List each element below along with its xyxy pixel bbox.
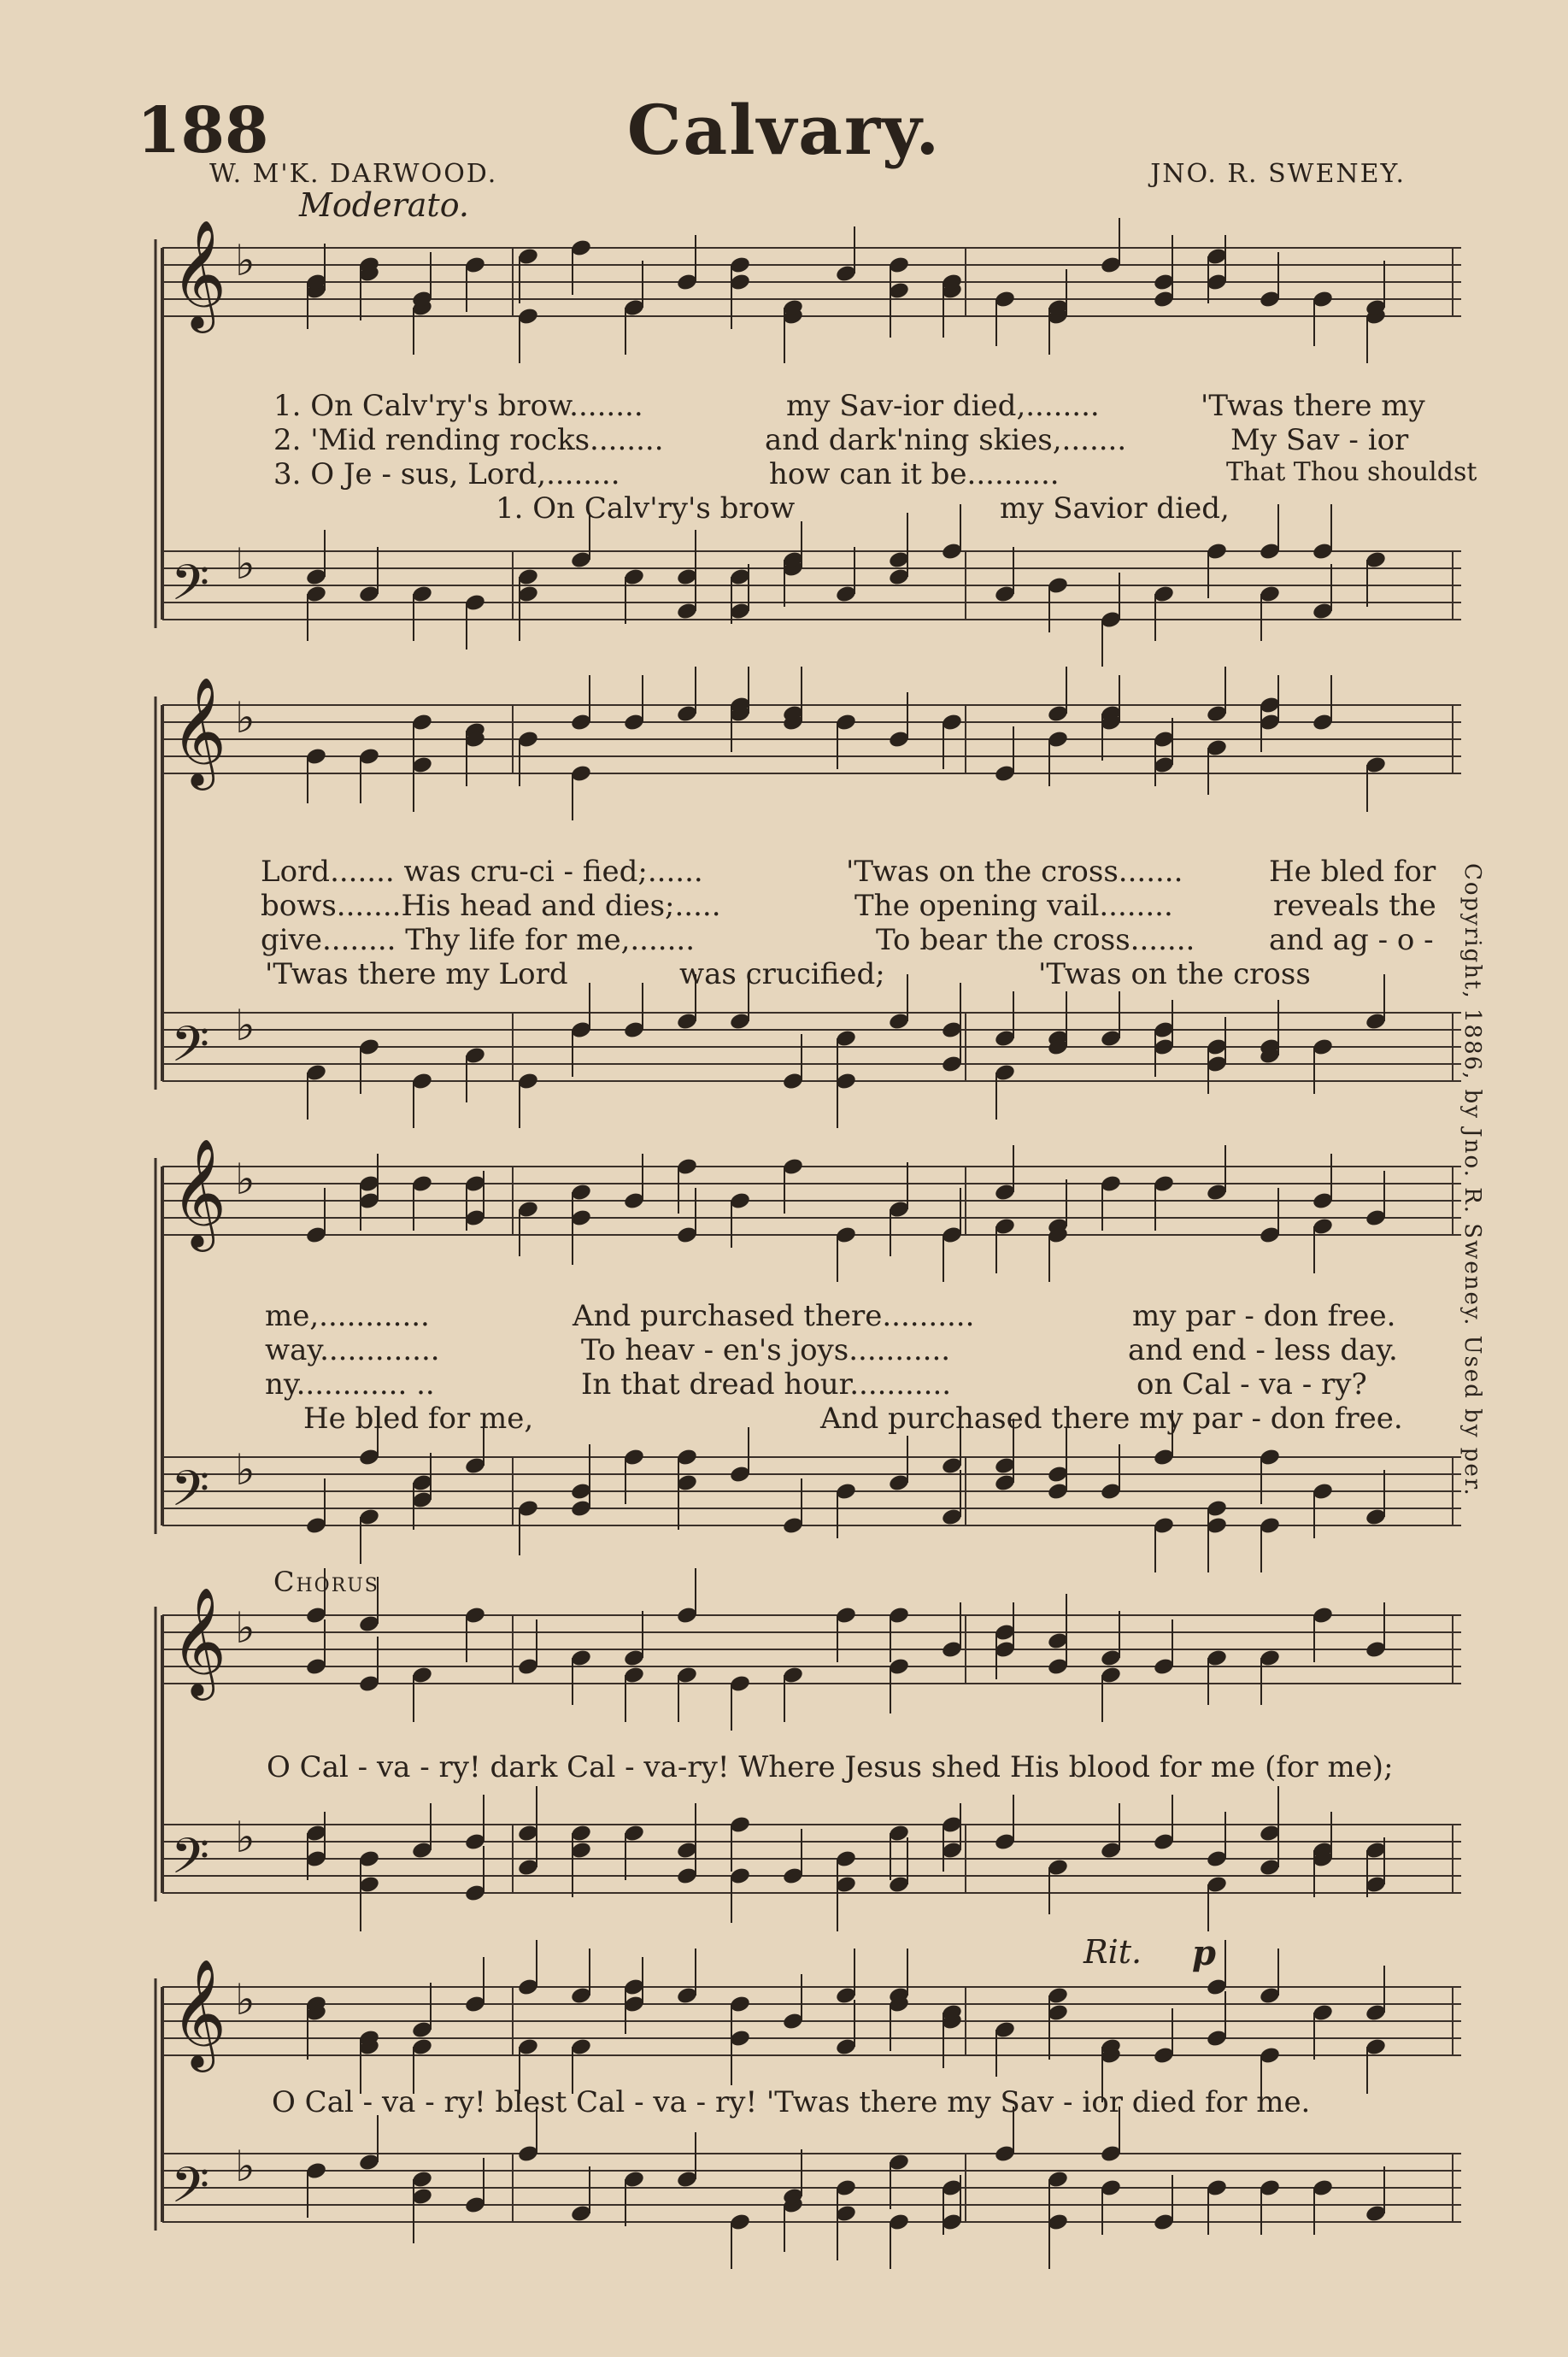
svg-text:♭: ♭ bbox=[235, 236, 255, 285]
system3-verse2: way............. To heav - en's joys........... and end - less day. bbox=[265, 1333, 1398, 1367]
system3-verse1: me,............ And purchased there.......... my par - don free. bbox=[265, 1299, 1396, 1333]
ritardando-marking: Rit. bbox=[1084, 1933, 1142, 1971]
svg-text:𝄞: 𝄞 bbox=[171, 1137, 227, 1247]
chorus-line1: O Cal - va - ry! dark Cal - va-ry! Where Jesus shed His blood for me (for me); bbox=[267, 1750, 1394, 1784]
system3-verse3: ny............ .. In that dread hour........... on Cal - va - ry? bbox=[265, 1367, 1367, 1402]
system3-bass-lyric: He bled for me, And purchased there my par - don free. bbox=[303, 1402, 1403, 1436]
svg-text:♭: ♭ bbox=[235, 693, 255, 743]
svg-text:𝄢: 𝄢 bbox=[171, 1015, 210, 1085]
chorus-line2: O Cal - va - ry! blest Cal - va - ry! 'Twas there my Sav - ior died for me. bbox=[272, 2085, 1311, 2119]
composer: JNO. R. SWENEY. bbox=[1150, 159, 1406, 189]
svg-text:♭: ♭ bbox=[235, 2142, 255, 2191]
svg-text:𝄢: 𝄢 bbox=[171, 1460, 210, 1530]
svg-text:𝄞: 𝄞 bbox=[171, 219, 227, 328]
page-number: 188 bbox=[137, 94, 269, 168]
svg-text:𝄢: 𝄢 bbox=[171, 554, 210, 624]
svg-text:𝄢: 𝄢 bbox=[171, 1827, 210, 1897]
copyright-notice: Copyright, 1886, by Jno. R. Sweney. Used by per. bbox=[1459, 863, 1485, 1497]
lyricist: W. M'K. DARWOOD. bbox=[209, 159, 498, 189]
svg-text:𝄞: 𝄞 bbox=[171, 1586, 227, 1696]
svg-text:♭: ♭ bbox=[235, 1155, 255, 1204]
piano-dynamic: p bbox=[1192, 1933, 1216, 1973]
svg-text:𝄞: 𝄞 bbox=[171, 676, 227, 785]
hymn-title: Calvary. bbox=[626, 90, 942, 170]
system2-verse2: bows.......His head and dies;..... The opening vail........ reveals the bbox=[261, 889, 1436, 923]
svg-text:♭: ♭ bbox=[235, 539, 255, 589]
svg-text:♭: ♭ bbox=[235, 1813, 255, 1862]
system1-bass-lyric: 1. On Calv'ry's brow my Savior died, bbox=[496, 491, 1230, 526]
svg-text:𝄢: 𝄢 bbox=[171, 2156, 210, 2226]
svg-text:♭: ♭ bbox=[235, 1975, 255, 2025]
svg-text:𝄞: 𝄞 bbox=[171, 1958, 227, 2067]
svg-text:♭: ♭ bbox=[235, 1603, 255, 1653]
chorus-label: Chorus bbox=[273, 1566, 379, 1598]
system1-verse1: 1. On Calv'ry's brow........ my Sav-ior died,........ 'Twas there my bbox=[273, 389, 1425, 423]
system2-verse3: give........ Thy life for me,....... To bear the cross....... and ag - o - bbox=[261, 923, 1434, 957]
svg-text:♭: ♭ bbox=[235, 1001, 255, 1050]
system2-verse1: Lord....... was cru-ci - fied;...... 'Twas on the cross....... He bled for bbox=[261, 855, 1436, 889]
system2-bass-lyric: 'Twas there my Lord was crucified; 'Twas on the cross bbox=[265, 957, 1311, 991]
system1-verse3: 3. O Je - sus, Lord,........ how can it be.......... That Thou shouldst bbox=[273, 457, 1477, 491]
svg-text:♭: ♭ bbox=[235, 1445, 255, 1495]
tempo-marking: Moderato. bbox=[299, 186, 469, 224]
system1-verse2: 2. 'Mid rending rocks........ and dark'ning skies,....... My Sav - ior bbox=[273, 423, 1409, 457]
